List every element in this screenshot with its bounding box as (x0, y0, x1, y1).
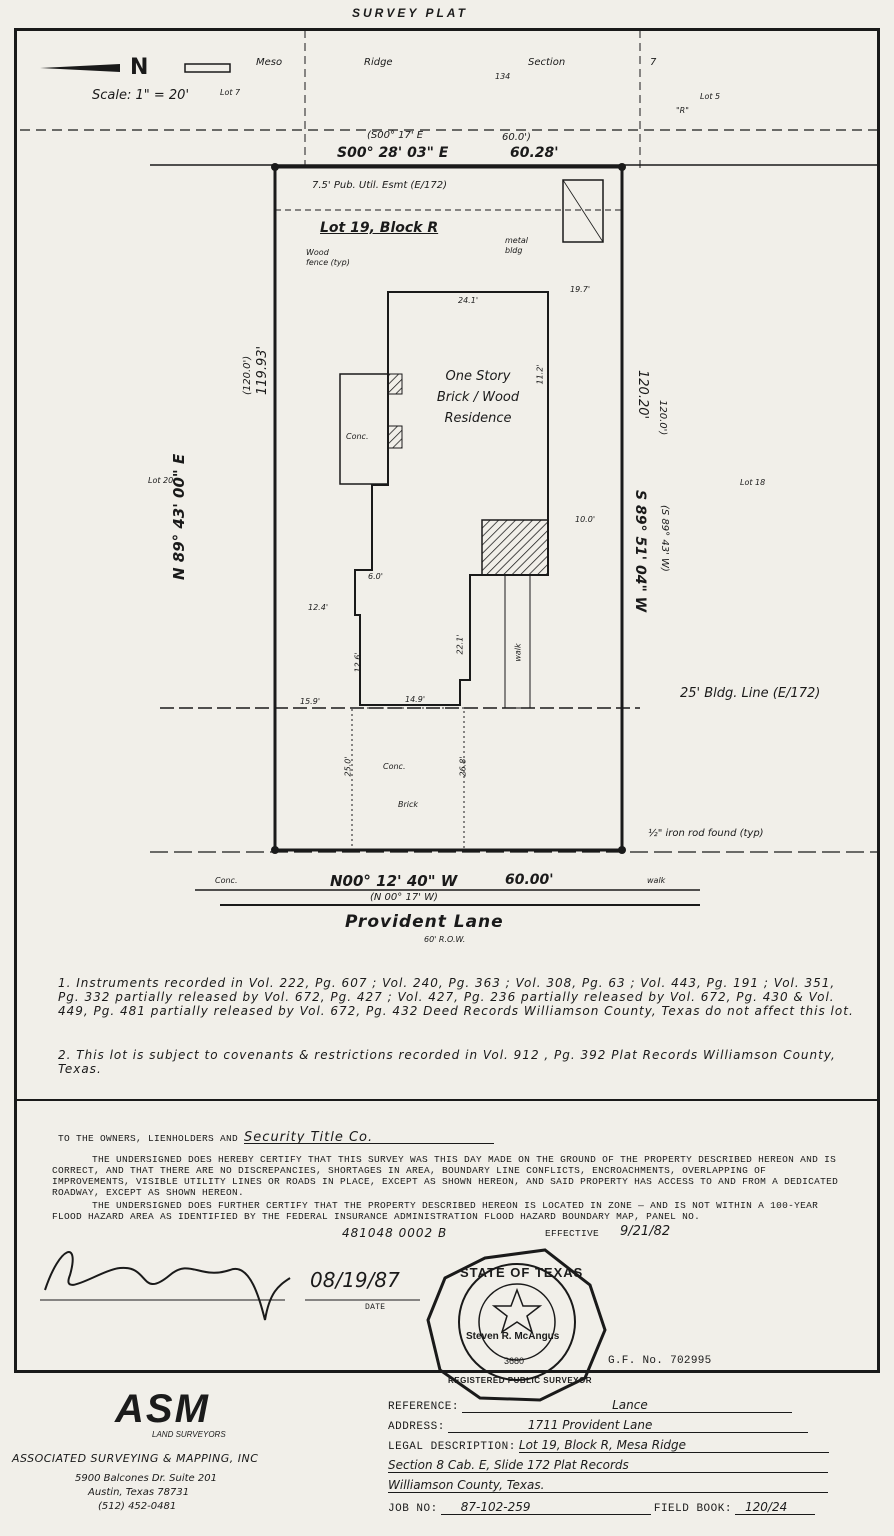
company-logo-sub: LAND SURVEYORS (152, 1430, 226, 1439)
address-row: ADDRESS: 1711 Provident Lane (388, 1418, 808, 1433)
adjacent-label: Section (528, 57, 566, 68)
hatched-area (482, 520, 548, 575)
certificate-para1: THE UNDERSIGNED DOES HEREBY CERTIFY THAT THIS SURVEY WAS THIS DAY MADE ON THE GROUND OF THE PROPERTY DESCRIBED HEREON AND IS CORRECT, AND THAT THERE ARE NO DISCREPANCIES, SHORTAGES IN AREA, BOUNDARY LINE CONFLICTS, ENCROACHMENTS, OVERLAPPING OF IMPROVEMENTS, VISIBLE UTILITY LINES OR ROADS IN PLACE, EXCEPT AS SHOWN HEREON, AND SAID PROPERTY HAS ACCESS TO AND FROM A DEDICATED ROADWAY, EXCEPT AS SHOWN HEREON. (52, 1154, 839, 1198)
panel-number: 481048 0002 B (342, 1226, 448, 1240)
row-label: 60' R.O.W. (424, 935, 466, 944)
adjacent-label: 7 (650, 57, 657, 68)
adjacent-label: Ridge (364, 57, 393, 68)
page-title: SURVEY PLAT (352, 6, 468, 20)
street-name: Provident Lane (345, 912, 504, 932)
dim-label: 19.7' (570, 285, 591, 294)
dim-label: 6.0' (368, 572, 383, 581)
dim-label: 26.8' (458, 756, 468, 777)
walk-label-street: walk (647, 876, 666, 885)
dim-label: 10.0' (575, 515, 596, 524)
bldg-line-label: 25' Bldg. Line (E/172) (680, 686, 821, 701)
company-addr1: 5900 Balcones Dr. Suite 201 (75, 1473, 217, 1484)
metal-bldg-label: metal bldg (505, 236, 528, 255)
certificate-para2: THE UNDERSIGNED DOES FURTHER CERTIFY THAT THE PROPERTY DESCRIBED HEREON IS LOCATED IN ZONE — AND IS NOT WITHIN A 100-YEAR FLOOD HAZARD AREA AS IDENTIFIED BY THE FEDERAL INSURANCE ADMINISTRATION FLOOD HAZARD BOUNDARY MAP, PANEL NO. (52, 1200, 819, 1222)
east-dist-record: 120.0') (657, 400, 668, 436)
driveway (352, 708, 464, 850)
dim-label: 15.9' (300, 697, 321, 706)
legal-row-3: Williamson County, Texas. (388, 1478, 828, 1493)
north-label: N (130, 55, 149, 80)
lotR-label: "R" (676, 106, 689, 115)
east-dist: 120.20' (635, 370, 650, 420)
wood-fence-label: Wood fence (typ) (306, 248, 350, 267)
to-value: Security Title Co. (244, 1132, 494, 1144)
dim-label: 22.1' (455, 634, 465, 655)
west-dist-record: (120.0') (242, 355, 253, 395)
legal-row: LEGAL DESCRIPTION: Lot 19, Block R, Mesa Ridge (388, 1438, 829, 1453)
lot-block-label: Lot 19, Block R (320, 220, 439, 236)
seal-name: Steven R. McAngus (466, 1331, 560, 1342)
dim-label: 25.0' (343, 756, 353, 777)
north-bearing-record: (S00° 17' E (367, 130, 424, 141)
dim-label: 12.6' (353, 652, 363, 673)
lot18-label: Lot 18 (740, 478, 766, 487)
brick-label: Brick (398, 800, 419, 809)
lot134-label: 134 (495, 72, 511, 81)
dim-label: 14.9' (405, 695, 426, 704)
north-bearing: S00° 28' 03" E (337, 145, 449, 161)
south-dist: 60.00' (505, 872, 554, 888)
seal-number: 3680 (504, 1356, 525, 1366)
certificate-to: TO THE OWNERS, LIENHOLDERS AND Security Title Co. (58, 1132, 494, 1144)
east-bearing-record: (S 89° 43' W) (659, 505, 670, 572)
property-boundary (275, 167, 622, 850)
residence-label: One Story Brick / Wood Residence (436, 369, 520, 426)
company-addr2: Austin, Texas 78731 (88, 1487, 190, 1498)
reference-row: REFERENCE: Lance (388, 1398, 792, 1413)
west-dist: 119.93' (255, 345, 270, 395)
note-1: 1. Instruments recorded in Vol. 222, Pg. 607 ; Vol. 240, Pg. 363 ; Vol. 308, Pg. 63 ; Vol. 443, Pg. 191 ; Vol. 351, Pg. 332 partially released by Vol. 672, Pg. 427 ; Vol. 427, Pg. 236 partially released by Vol. 672, Pg. 430 & Vol. 449, Pg. 481 partially released by Vol. 672, Pg. 432 Deed Records Williamson County, Texas do not affect this lot. (58, 976, 854, 1018)
note-2: 2. This lot is subject to covenants & restrictions recorded in Vol. 912 , Pg. 392 Plat Records Williamson County, Texas. (58, 1048, 836, 1076)
conc-label: Conc. (346, 432, 369, 441)
north-dist: 60.28' (510, 145, 559, 161)
seal-bottom: REGISTERED PUBLIC SURVEYOR (448, 1376, 592, 1385)
legal-row-2: Section 8 Cab. E, Slide 172 Plat Records (388, 1458, 828, 1473)
scale-label: Scale: 1" = 20' (92, 88, 190, 103)
seal-top: STATE OF TEXAS (460, 1265, 584, 1280)
adjacent-label: Meso (256, 57, 283, 68)
walk-label: walk (513, 643, 523, 662)
lot7-label: Lot 7 (220, 88, 241, 97)
signature-mark (45, 1252, 290, 1320)
lot5-label: Lot 5 (700, 92, 721, 101)
drive-conc-label: Conc. (383, 762, 406, 771)
dim-label: 11.2' (535, 364, 545, 385)
conc-label-street: Conc. (215, 876, 238, 885)
dim-label: 12.4' (308, 603, 329, 612)
concrete-pad (340, 374, 388, 484)
south-bearing-record: (N 00° 17' W) (370, 892, 438, 903)
gf-number: G.F. No. 702995 (608, 1355, 712, 1367)
west-bearing: N 89° 43' 00" E (170, 453, 188, 580)
walk-area (505, 575, 530, 708)
east-bearing: S 89° 51' 04" W (632, 490, 648, 613)
company-phone: (512) 452-0481 (98, 1501, 177, 1512)
easement-label: 7.5' Pub. Util. Esmt (E/172) (312, 180, 448, 191)
dim-label: 24.1' (458, 296, 479, 305)
iron-rod-label: ½" iron rod found (typ) (648, 828, 764, 839)
date-label: DATE (365, 1303, 386, 1312)
signature-date: 08/19/87 (310, 1268, 400, 1292)
lot20-label: Lot 20 (148, 476, 174, 485)
job-row: JOB NO: 87-102-259 FIELD BOOK: 120/24 (388, 1500, 815, 1515)
south-bearing: N00° 12' 40" W (330, 872, 458, 890)
company-name: ASSOCIATED SURVEYING & MAPPING, INC (12, 1452, 259, 1465)
north-dist-record: 60.0') (502, 132, 531, 143)
company-logo: ASM (115, 1387, 210, 1431)
effective-label: EFFECTIVE (545, 1228, 600, 1239)
effective-date: 9/21/82 (620, 1224, 671, 1239)
